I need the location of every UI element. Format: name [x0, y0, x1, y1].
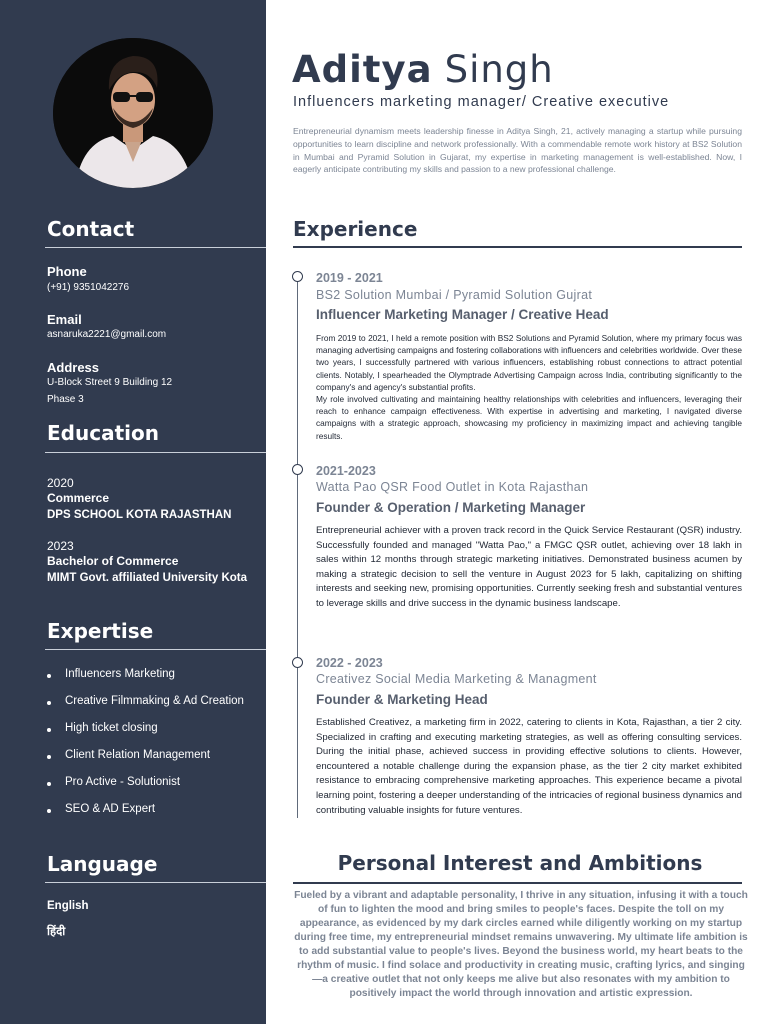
sidebar — [0, 0, 266, 1024]
interests-text: Fueled by a vibrant and adaptable personality, I thrive in any situation, infusing it with a touch of fun to lighten the mood and bring smiles to people's faces. Despite the toll on my appearance, as evidenced by my dark circles earned while diligently working on my startup during free time, my entrepreneurial mindset remains unwavering. My ultimate life ambition is to add substantial value to people's lives. Beyond the business world, my heart beats to the rhythm of music. I find solace and productivity in creating music, crafting lyrics, and singing—a creative outlet that not only keeps me alive but also resonates with my ambition to positively impact the world through innovation and artistic expression. — [294, 890, 748, 999]
phone-label: Phone — [47, 264, 87, 279]
job-company: Watta Pao QSR Food Outlet in Kota Rajasthan — [316, 480, 589, 494]
job-title: Founder & Operation / Marketing Manager — [316, 500, 586, 515]
education-school: DPS SCHOOL KOTA RAJASTHAN — [47, 509, 232, 521]
interests-heading: Personal Interest and Ambitions — [337, 851, 703, 875]
language-divider — [45, 882, 266, 883]
bullet-icon — [47, 674, 51, 678]
profile-photo — [53, 38, 213, 188]
job-description — [316, 716, 742, 818]
job-paragraph: My role involved cultivating and maintaining healthy relationships with celebrities and influencers, leveraging their reach to enhance campaign effectiveness. With expertise in advertising and marketing, I navigated diverse campaigns with a strategic approach, showcasing my proficiency in maximizing impact and achieving tangible results. — [316, 394, 742, 441]
expertise-item-label: SEO & AD Expert — [65, 803, 156, 815]
interests-divider — [293, 882, 742, 884]
language-item: हिंदी — [47, 926, 66, 938]
expertise-item-label: Influencers Marketing — [65, 668, 175, 680]
job-paragraph: Established Creativez, a marketing firm in 2022, catering to clients in Kota, Rajasthan, a tier 2 city. Specialized in crafting and executing marketing strategies, as well as offering consulting services. During the initial phase, achieved success in providing effective solutions to clients. However, encountered a notable challenge during the expansion phase, as the tier 2 city market exhibited resistance to embracing comprehensive marketing approaches. This experience became a pivotal learning point, fostering a deeper understanding of the intricacies of regional business dynamics and contributing valuable insights for future ventures. — [316, 717, 742, 816]
job-title: Influencer Marketing Manager / Creative Head — [316, 307, 609, 322]
timeline-dot-icon — [292, 657, 303, 668]
education-year: 2023 — [47, 539, 74, 553]
bullet-icon — [47, 701, 51, 705]
email-label: Email — [47, 312, 82, 327]
expertise-divider — [45, 649, 266, 650]
timeline-dot-icon — [292, 464, 303, 475]
job-date: 2021-2023 — [316, 464, 376, 478]
experience-divider — [293, 246, 742, 248]
job-date: 2019 - 2021 — [316, 271, 383, 285]
job-paragraph: Entrepreneurial achiever with a proven track record in the Quick Service Restaurant (QSR) industry. Successfully founded and managed "Watta Pao," a FMGC QSR outlet, achieving over 18 lakh in sales within 12 months through strategic marketing initiatives. Demonstrated business acumen by making a strategic decision to sell the venture in August 2023 for 5 lakh, capitalizing on shifting interests and seeking new, promising opportunities. Currently seeking fresh and substantial ventures to leverage skills and drive success in the dynamic business landscape. — [316, 525, 742, 609]
last-name: Singh — [444, 48, 554, 91]
phone-value[interactable]: (+91) 9351042276 — [47, 282, 130, 293]
timeline-dot-icon — [292, 271, 303, 282]
experience-heading: Experience — [293, 217, 418, 241]
bullet-icon — [47, 782, 51, 786]
education-degree: Bachelor of Commerce — [47, 554, 179, 568]
job-paragraph: From 2019 to 2021, I held a remote position with BS2 Solutions and Pyramid Solution, where my primary focus was managing advertising campaigns and fostering collaborations with influencers and celebrities worldwide. Over these two years, I successfully partnered with various influencers, establishing robust connections to attract potential clients. Notably, I spearheaded the Olymptrade Advertising Campaign across India, contributing significantly to the company's and agency's substantial profits. — [316, 333, 742, 392]
expertise-item-label: Creative Filmmaking & Ad Creation — [65, 695, 244, 707]
bullet-icon — [47, 728, 51, 732]
profile-summary: Entrepreneurial dynamism meets leadership finesse in Aditya Singh, 21, actively managing a startup while pursuing opportunities to learn discipline and network professionally. With a commendable remote work history at BS2 Solution in Mumbai and Pyramid Solution in Gujarat, my expertise in marketing management is well-established. Now, I eagerly anticipate contributing my skills and passion to a new professional challenge. — [293, 126, 742, 175]
education-school: MIMT Govt. affiliated University Kota — [47, 572, 247, 584]
education-divider — [45, 452, 266, 453]
bullet-icon — [47, 809, 51, 813]
job-company: BS2 Solution Mumbai / Pyramid Solution Gujrat — [316, 288, 593, 302]
candidate-subtitle: Influencers marketing manager/ Creative executive — [293, 94, 670, 110]
job-company: Creativez Social Media Marketing & Managment — [316, 672, 597, 686]
candidate-name — [292, 48, 554, 91]
education-degree: Commerce — [47, 491, 110, 505]
address-line-1: U-Block Street 9 Building 12 — [47, 377, 173, 388]
contact-heading: Contact — [47, 217, 135, 241]
education-year: 2020 — [47, 476, 74, 490]
expertise-item-label: High ticket closing — [65, 722, 158, 734]
profile-photo-illustration — [53, 38, 213, 188]
language-heading: Language — [47, 852, 158, 876]
address-line-2: Phase 3 — [47, 394, 84, 405]
language-item: English — [47, 900, 89, 912]
timeline-line — [297, 278, 298, 818]
expertise-heading: Expertise — [47, 619, 154, 643]
expertise-item-label: Pro Active - Solutionist — [65, 776, 181, 788]
job-description — [316, 332, 742, 442]
job-date: 2022 - 2023 — [316, 656, 383, 670]
bullet-icon — [47, 755, 51, 759]
first-name: Aditya — [292, 48, 433, 91]
job-title: Founder & Marketing Head — [316, 692, 488, 707]
expertise-item-label: Client Relation Management — [65, 749, 211, 761]
address-label: Address — [47, 360, 100, 375]
contact-divider — [45, 247, 266, 248]
email-value[interactable]: asnaruka2221@gmail.com — [47, 329, 167, 340]
education-heading: Education — [47, 421, 159, 445]
job-description — [316, 524, 742, 612]
